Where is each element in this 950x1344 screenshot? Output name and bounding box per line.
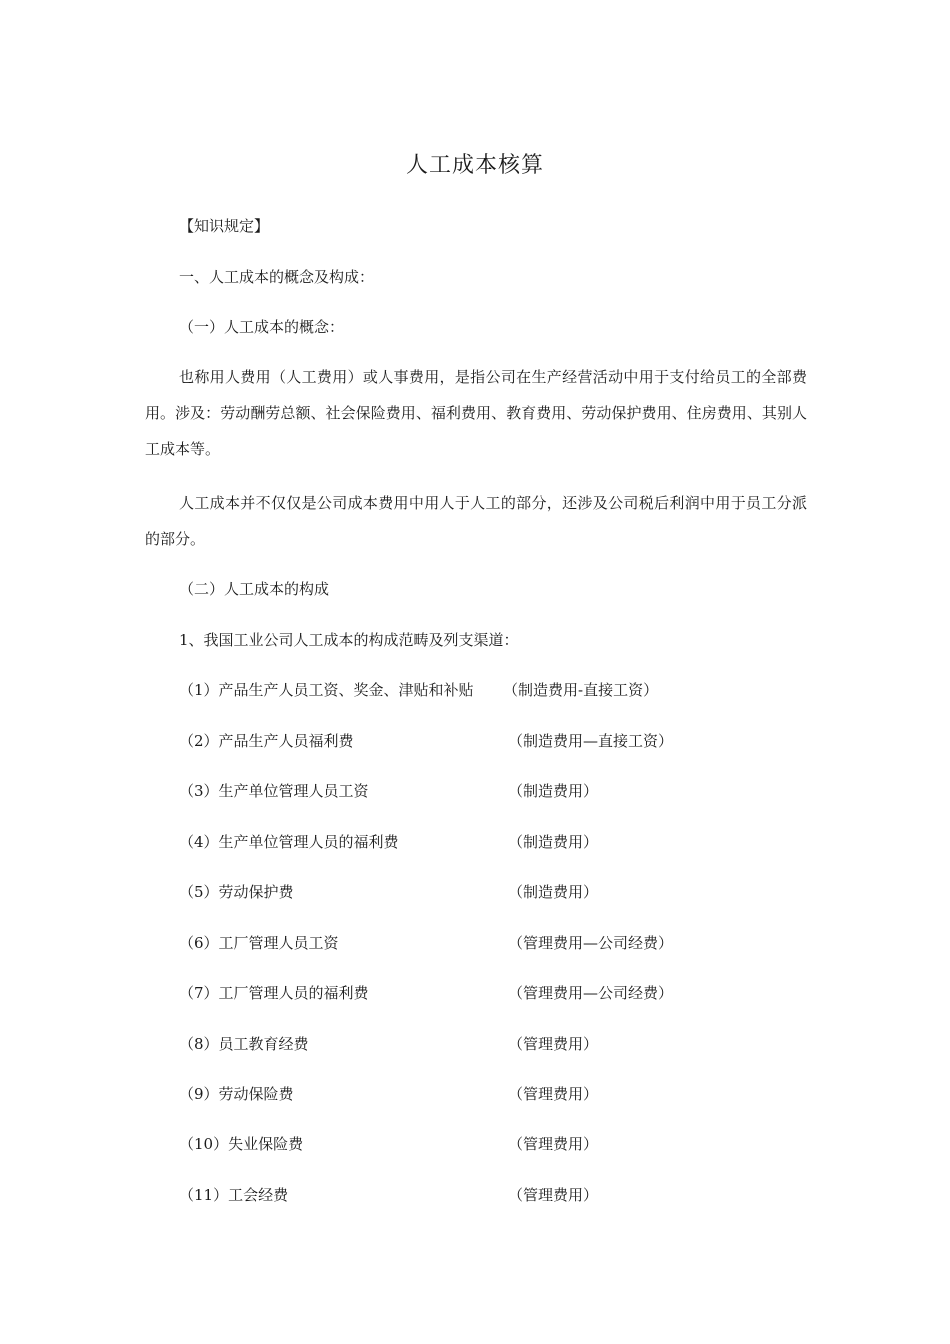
item-channel: （制造费用） (508, 883, 599, 901)
item-channel: （管理费用—公司经费） (508, 934, 674, 952)
item-label: （5）劳动保护费 (179, 883, 294, 901)
paragraph-definition: 也称用人费用（人工费用）或人事费用，是指公司在生产经营活动中用于支付给员工的全部费用。涉及：劳动酬劳总额、社会保险费用、福利费用、教育费用、劳动保护费用、住房费用、其别人工成本等。 (145, 368, 807, 458)
item-label: （11）工会经费 (179, 1186, 289, 1204)
item-channel: （制造费用） (508, 782, 599, 800)
heading-concept: （一）人工成本的概念： (179, 318, 345, 336)
list-intro: 1、我国工业公司人工成本的构成范畴及列支渠道： (179, 631, 519, 649)
item-channel: （制造费用） (508, 833, 599, 851)
heading-concept-and-composition: 一、人工成本的概念及构成： (179, 268, 375, 286)
item-channel: （制造费用—直接工资） (508, 732, 674, 750)
section-tag: 【知识规定】 (179, 217, 270, 235)
item-label: （9）劳动保险费 (179, 1085, 294, 1103)
item-channel: （管理费用） (508, 1186, 599, 1204)
document-title: 人工成本核算 (405, 153, 544, 178)
item-label: （3）生产单位管理人员工资 (179, 782, 369, 800)
item-label: （10）失业保险费 (179, 1135, 304, 1153)
heading-composition: （二）人工成本的构成 (179, 580, 330, 598)
item-channel: （管理费用—公司经费） (508, 984, 674, 1002)
item-label: （2）产品生产人员福利费 (179, 732, 354, 750)
item-label: （7）工厂管理人员的福利费 (179, 984, 369, 1002)
item-channel: （管理费用） (508, 1135, 599, 1153)
item-channel: （管理费用） (508, 1035, 599, 1053)
item-label: （6）工厂管理人员工资 (179, 934, 339, 952)
paragraph-scope: 人工成本并不仅仅是公司成本费用中用人于人工的部分，还涉及公司税后利润中用于员工分派的部分。 (145, 494, 807, 548)
item-label: （1）产品生产人员工资、奖金、津贴和补贴 (179, 681, 474, 699)
item-channel: （管理费用） (508, 1085, 599, 1103)
item-label: （8）员工教育经费 (179, 1035, 309, 1053)
item-channel: （制造费用-直接工资） (503, 681, 659, 699)
item-label: （4）生产单位管理人员的福利费 (179, 833, 399, 851)
